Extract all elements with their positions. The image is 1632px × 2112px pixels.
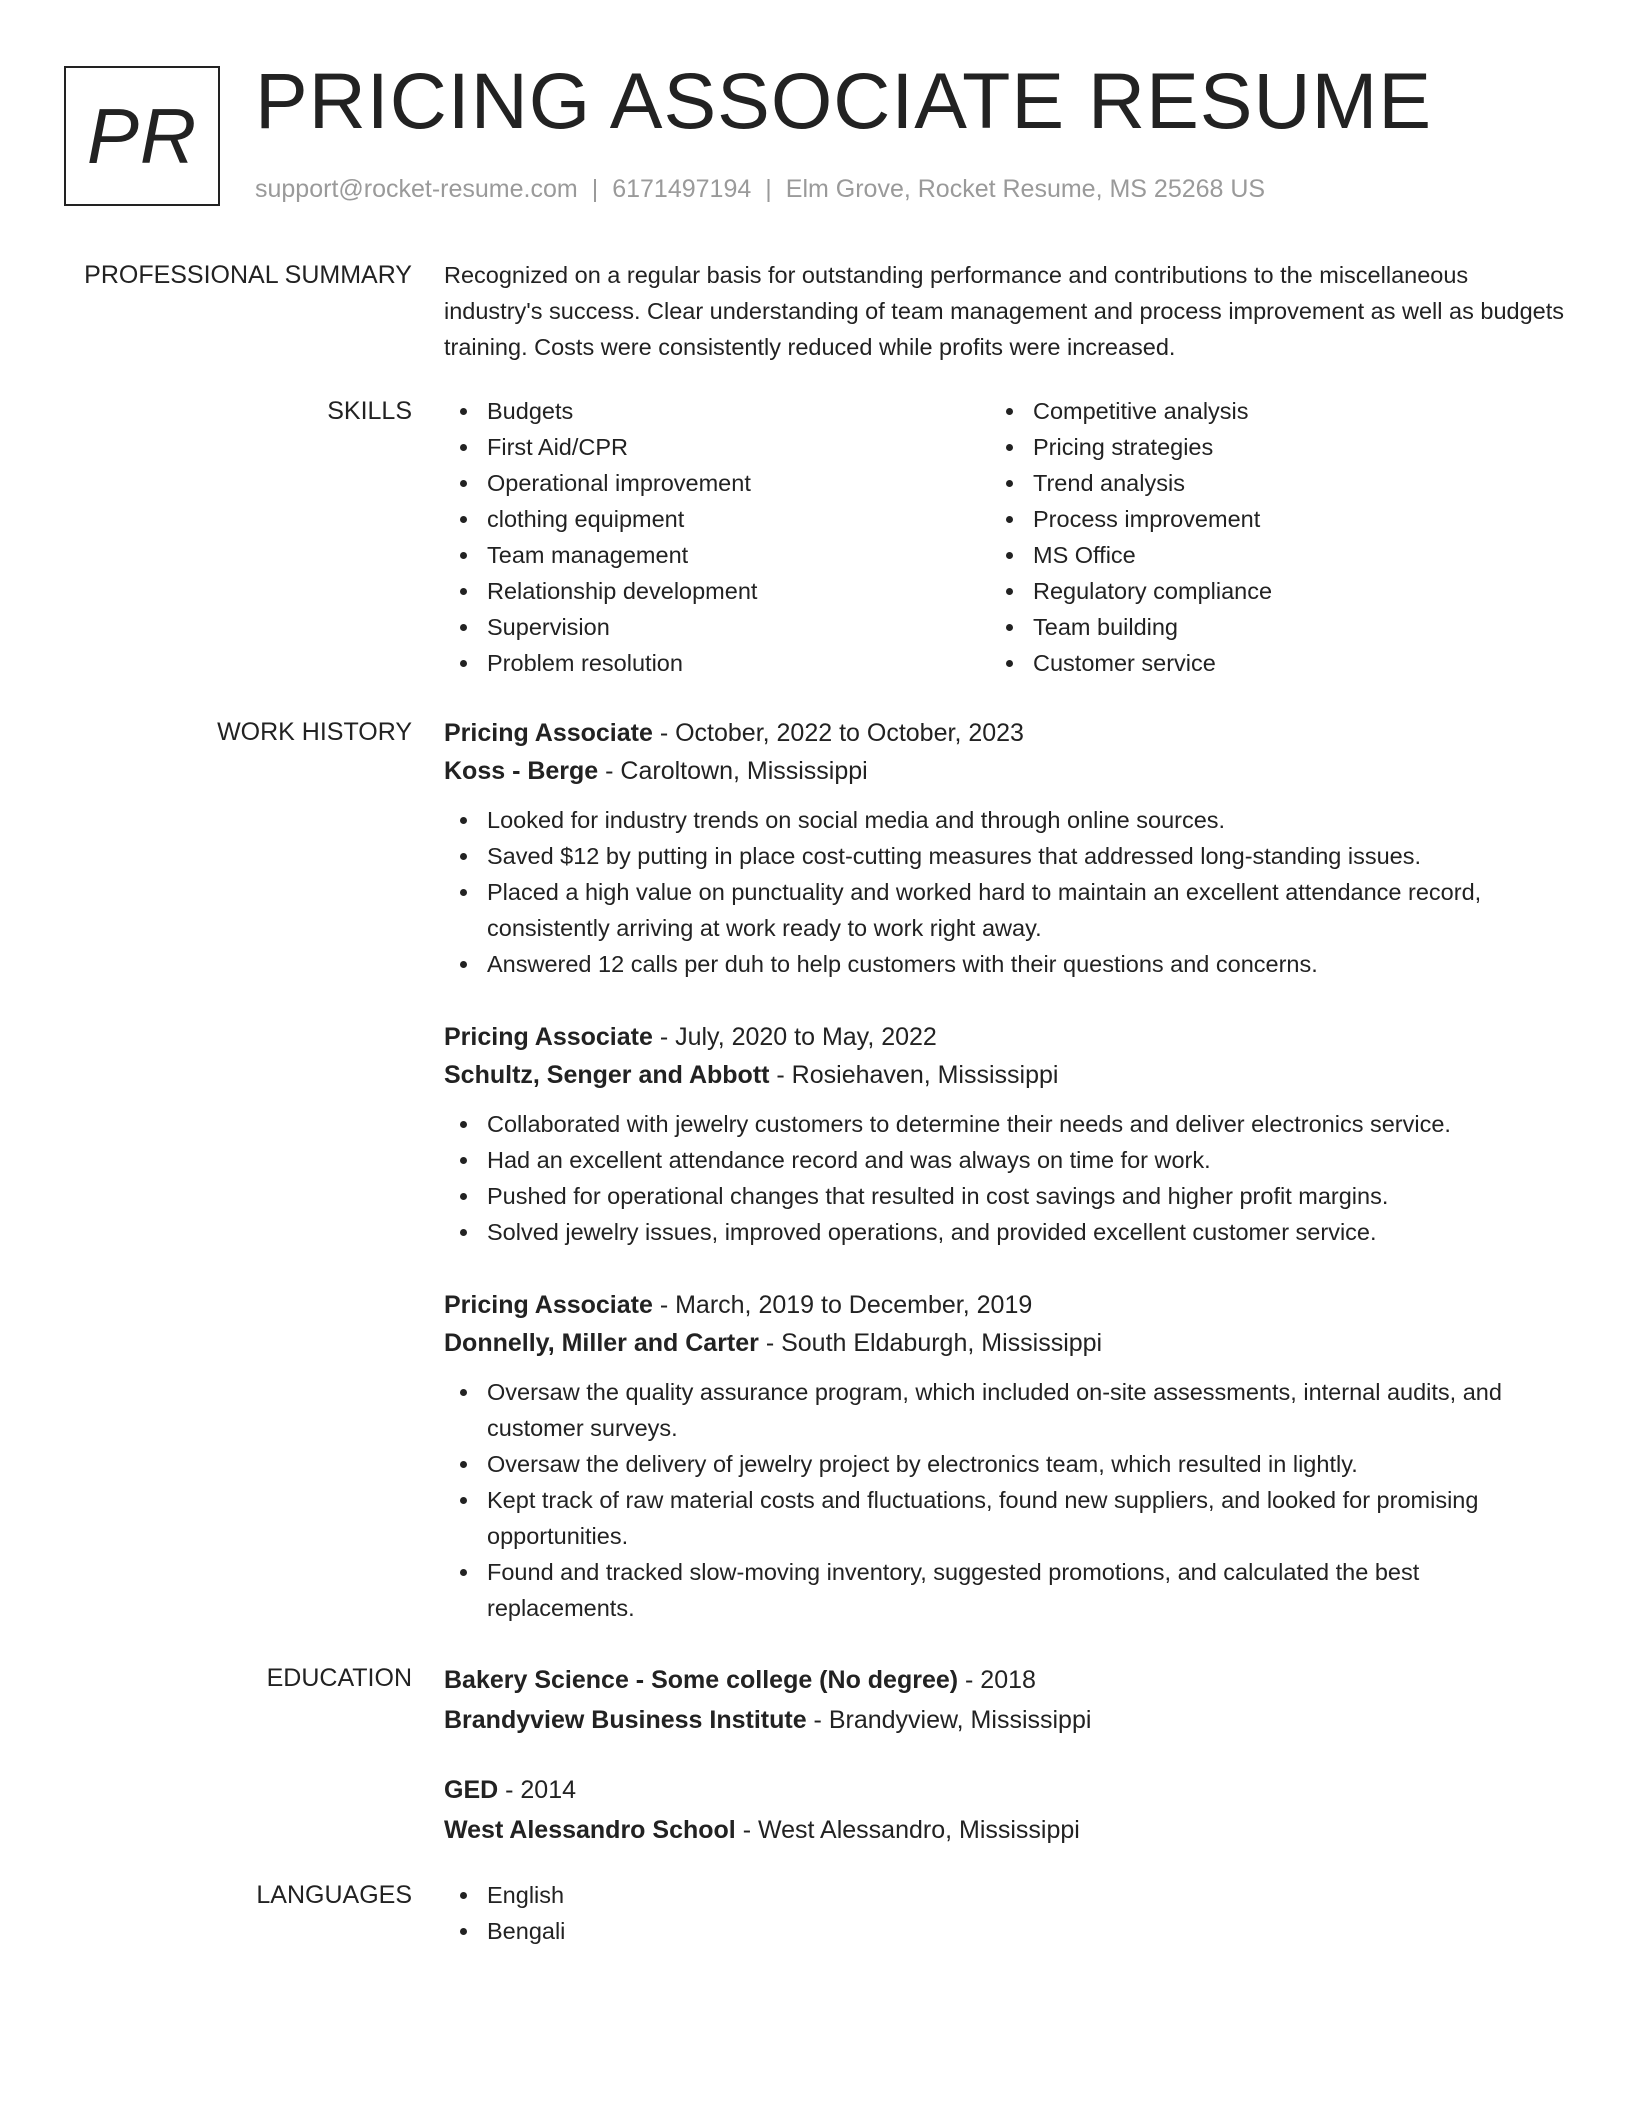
- job-role: Pricing Associate: [444, 719, 653, 747]
- contact-line: [255, 175, 1265, 204]
- job-bullet: Oversaw the quality assurance program, which included on-site assessments, internal audits, and customer surveys.: [444, 1374, 1564, 1446]
- education-location: - Brandyview, Mississippi: [806, 1706, 1092, 1734]
- language-item: English: [444, 1877, 1564, 1913]
- job-company-line: [444, 1324, 1564, 1362]
- education-school: West Alessandro School: [444, 1816, 736, 1844]
- job-bullet: Collaborated with jewelry customers to determine their needs and deliver electronics service.: [444, 1106, 1564, 1142]
- summary-text: Recognized on a regular basis for outstanding performance and contributions to the miscellaneous industry's success. Clear understanding of team management and process improvement as well as budgets training. Costs were consistently reduced while profits were increased.: [444, 262, 1565, 360]
- education-location: - West Alessandro, Mississippi: [735, 1816, 1080, 1844]
- skill-item: Supervision: [444, 609, 990, 645]
- job-bullets: [444, 1106, 1564, 1250]
- skill-item: MS Office: [990, 537, 1536, 573]
- skill-item: Trend analysis: [990, 465, 1536, 501]
- work-history-body: [444, 714, 1564, 1662]
- languages-list: [444, 1877, 1564, 1949]
- monogram-logo: PR: [64, 66, 220, 206]
- job-company-line: [444, 752, 1564, 790]
- education-entry: [444, 1660, 1564, 1740]
- job-bullet: Found and tracked slow-moving inventory, suggested promotions, and calculated the best replacements.: [444, 1554, 1564, 1626]
- contact-email: support@rocket-resume.com: [255, 175, 578, 203]
- skill-item: Budgets: [444, 393, 990, 429]
- work-history-heading: WORK HISTORY: [217, 718, 412, 746]
- skills-body: [444, 393, 1564, 681]
- job-company: Donnelly, Miller and Carter: [444, 1329, 759, 1357]
- job-location: - Rosiehaven, Mississippi: [769, 1061, 1059, 1089]
- education-degree-line: [444, 1770, 1564, 1810]
- languages-heading: LANGUAGES: [256, 1881, 412, 1909]
- job-bullets: [444, 1374, 1564, 1626]
- education-school-line: [444, 1700, 1564, 1740]
- skill-item: Problem resolution: [444, 645, 990, 681]
- education-degree-line: [444, 1660, 1564, 1700]
- job-dates: - October, 2022 to October, 2023: [652, 719, 1024, 747]
- summary-heading: PROFESSIONAL SUMMARY: [84, 261, 412, 289]
- education-entry: [444, 1770, 1564, 1850]
- job-company: Koss - Berge: [444, 757, 599, 785]
- job-company-line: [444, 1056, 1564, 1094]
- job-bullet: Answered 12 calls per duh to help customers with their questions and concerns.: [444, 946, 1564, 982]
- job-dates: - March, 2019 to December, 2019: [652, 1291, 1033, 1319]
- skill-item: First Aid/CPR: [444, 429, 990, 465]
- job-title-line: [444, 1286, 1564, 1324]
- job-bullet: Pushed for operational changes that resulted in cost savings and higher profit margins.: [444, 1178, 1564, 1214]
- job-location: - Caroltown, Mississippi: [598, 757, 868, 785]
- education-year: - 2014: [498, 1776, 577, 1804]
- education-school-line: [444, 1810, 1564, 1850]
- job-location: - South Eldaburgh, Mississippi: [758, 1329, 1103, 1357]
- job-title-line: [444, 714, 1564, 752]
- job-bullet: Had an excellent attendance record and was always on time for work.: [444, 1142, 1564, 1178]
- summary-body: [444, 257, 1564, 365]
- job-bullet: Kept track of raw material costs and fluctuations, found new suppliers, and looked for promising opportunities.: [444, 1482, 1564, 1554]
- job-bullet: Solved jewelry issues, improved operations, and provided excellent customer service.: [444, 1214, 1564, 1250]
- education-body: [444, 1660, 1564, 1880]
- job-role: Pricing Associate: [444, 1291, 653, 1319]
- education-degree: Bakery Science - Some college (No degree): [444, 1666, 959, 1694]
- job-bullet: Oversaw the delivery of jewelry project by electronics team, which resulted in lightly.: [444, 1446, 1564, 1482]
- skill-item: Customer service: [990, 645, 1536, 681]
- contact-address: Elm Grove, Rocket Resume, MS 25268 US: [785, 175, 1266, 203]
- skill-item: Competitive analysis: [990, 393, 1536, 429]
- education-school: Brandyview Business Institute: [444, 1706, 807, 1734]
- resume-title: PRICING ASSOCIATE RESUME: [255, 56, 1433, 145]
- job-bullet: Looked for industry trends on social media and through online sources.: [444, 802, 1564, 838]
- skill-item: Operational improvement: [444, 465, 990, 501]
- skill-item: Team management: [444, 537, 990, 573]
- education-heading: EDUCATION: [266, 1664, 412, 1692]
- language-item: Bengali: [444, 1913, 1564, 1949]
- skill-item: Relationship development: [444, 573, 990, 609]
- skill-item: Team building: [990, 609, 1536, 645]
- job-dates: - July, 2020 to May, 2022: [652, 1023, 937, 1051]
- job-company: Schultz, Senger and Abbott: [444, 1061, 770, 1089]
- job-role: Pricing Associate: [444, 1023, 653, 1051]
- job-title-line: [444, 1018, 1564, 1056]
- skill-item: clothing equipment: [444, 501, 990, 537]
- contact-phone: 6171497194: [612, 175, 752, 203]
- skills-list-left: [444, 393, 990, 681]
- contact-separator: |: [591, 175, 599, 203]
- job-bullets: [444, 802, 1564, 982]
- skill-item: Pricing strategies: [990, 429, 1536, 465]
- skills-heading: SKILLS: [327, 397, 412, 425]
- job-entry: [444, 1018, 1564, 1250]
- contact-separator: |: [765, 175, 772, 203]
- education-year: - 2018: [958, 1666, 1036, 1694]
- languages-body: [444, 1877, 1564, 1949]
- job-entry: [444, 1286, 1564, 1626]
- education-degree: GED: [444, 1776, 499, 1804]
- skill-item: Process improvement: [990, 501, 1536, 537]
- job-entry: [444, 714, 1564, 982]
- job-bullet: Saved $12 by putting in place cost-cutting measures that addressed long-standing issues.: [444, 838, 1564, 874]
- skill-item: Regulatory compliance: [990, 573, 1536, 609]
- skills-list-right: [990, 393, 1536, 681]
- job-bullet: Placed a high value on punctuality and worked hard to maintain an excellent attendance record, consistently arriving at work ready to work right away.: [444, 874, 1564, 946]
